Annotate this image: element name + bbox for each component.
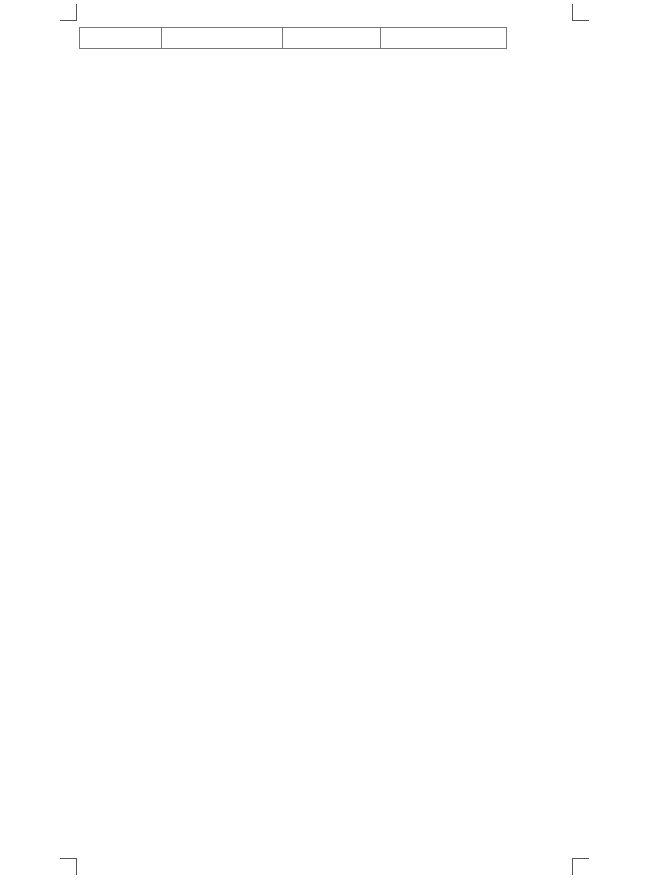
header-reasons xyxy=(380,28,506,49)
social-habits-table xyxy=(79,27,507,49)
crop-mark-top-left xyxy=(60,4,77,21)
crop-mark-bottom-left xyxy=(60,858,77,875)
header-should-do xyxy=(282,28,380,49)
crop-mark-top-right xyxy=(572,4,589,21)
header-shouldnt-do xyxy=(162,28,282,49)
document-page xyxy=(76,19,574,53)
crop-mark-bottom-right xyxy=(572,858,589,875)
table-header-row xyxy=(80,28,507,49)
header-social-habits xyxy=(80,28,162,49)
